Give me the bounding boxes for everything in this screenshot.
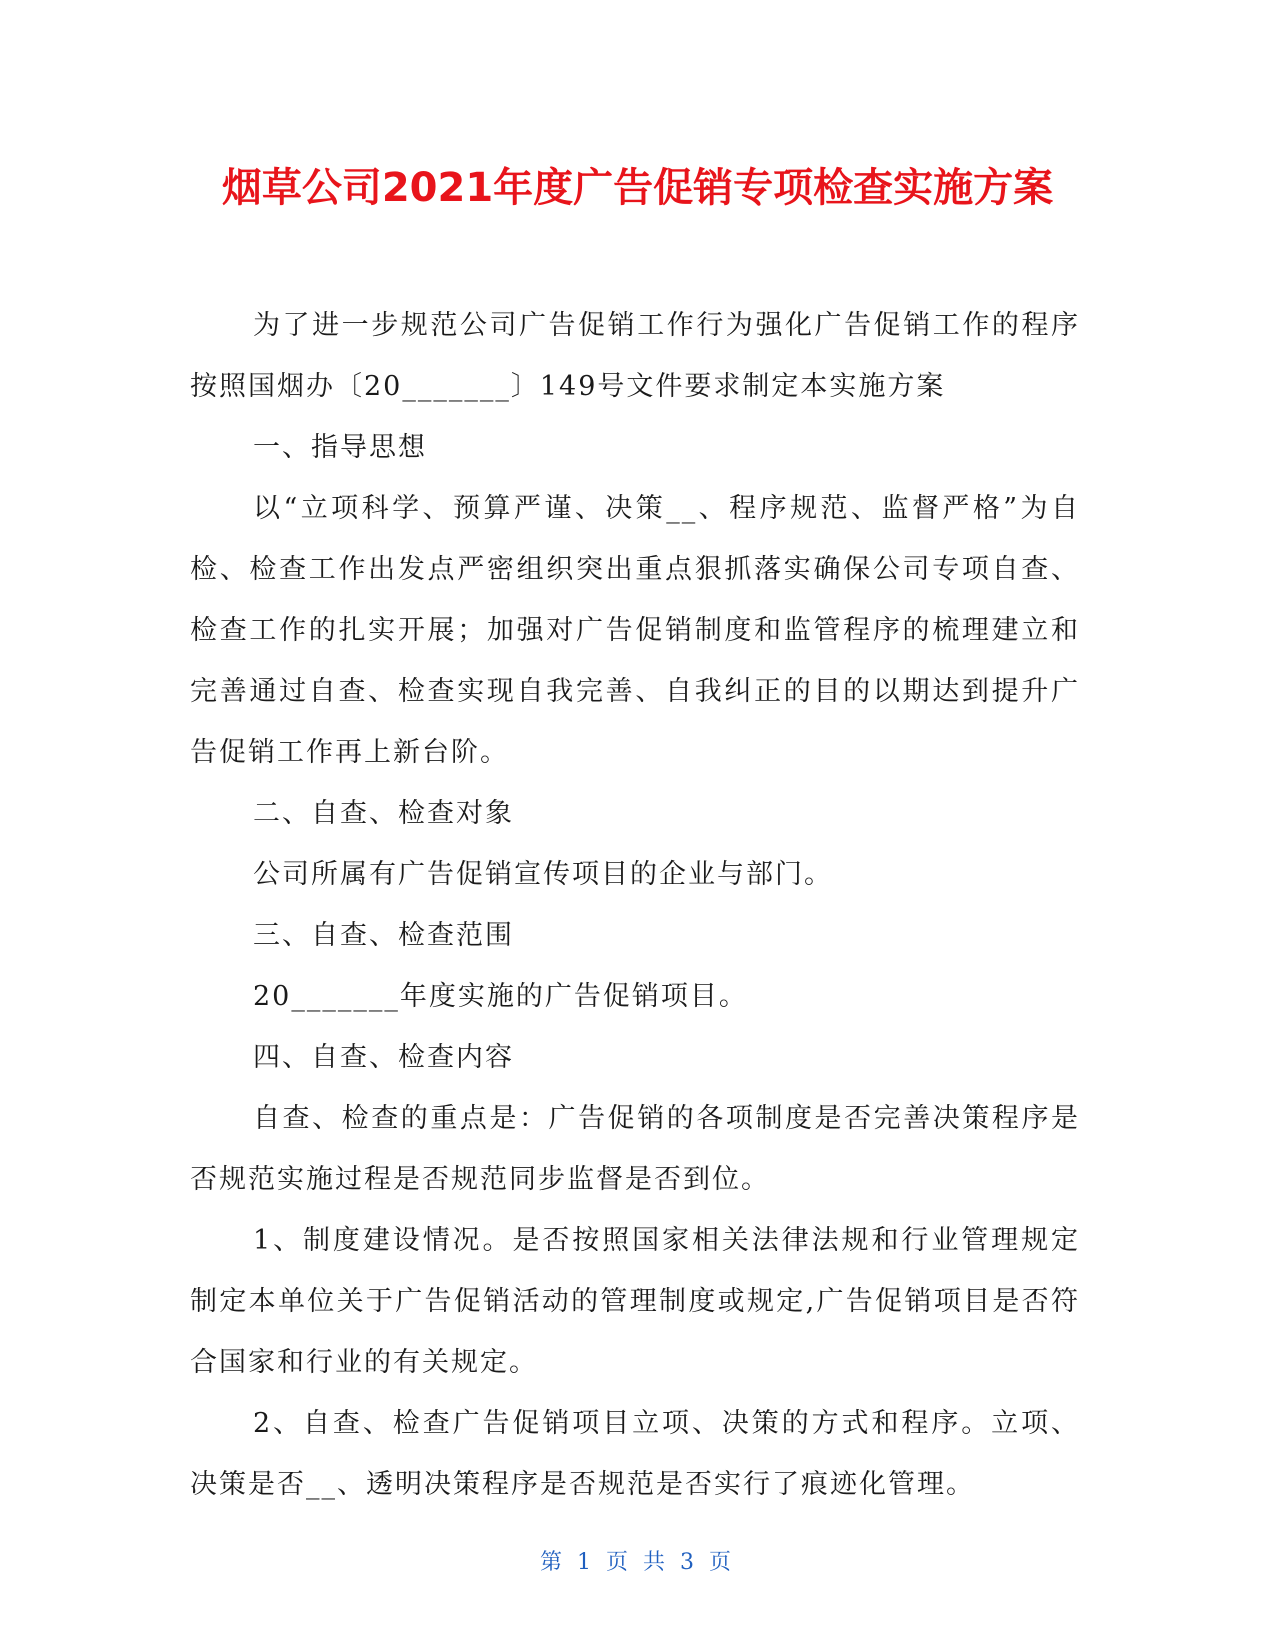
page-footer [0,1548,1275,1578]
section-heading-inspection-objects: 二、自查、检查对象 [253,798,514,829]
footer-prefix: 第 [539,1550,566,1575]
footer-total-pages: 3 [680,1550,698,1575]
footer-middle: 页 共 [606,1550,669,1575]
paragraph-inspection-objects: 公司所属有广告促销宣传项目的企业与部门。 [253,859,833,890]
document-body [190,295,1080,1515]
paragraph-item-1: 1、制度建设情况。是否按照国家相关法律法规和行业管理规定制定本单位关于广告促销活动的管理制度或规定,广告促销项目是否符合国家和行业的有关规定。 [190,1225,1080,1378]
paragraph-item-2: 2、自查、检查广告促销项目立项、决策的方式和程序。立项、决策是否__、透明决策程序是否规范是否实行了痕迹化管理。 [190,1408,1080,1500]
footer-current-page: 1 [577,1550,595,1575]
section-heading-guiding-ideology: 一、指导思想 [253,432,427,463]
paragraph-intro: 为了进一步规范公司广告促销工作行为强化广告促销工作的程序按照国烟办〔20_______〕149号文件要求制定本实施方案 [190,310,1080,402]
footer-suffix: 页 [709,1550,736,1575]
section-heading-inspection-scope: 三、自查、检查范围 [253,920,514,951]
paragraph-inspection-scope: 20_______年度实施的广告促销项目。 [253,981,748,1012]
document-title: 烟草公司2021年度广告促销专项检查实施方案 [221,165,1054,211]
paragraph-inspection-focus: 自查、检查的重点是：广告促销的各项制度是否完善决策程序是否规范实施过程是否规范同步监督是否到位。 [190,1103,1080,1195]
paragraph-guiding-ideology: 以“立项科学、预算严谨、决策__、程序规范、监督严格”为自检、检查工作出发点严密组织突出重点狠抓落实确保公司专项自查、检查工作的扎实开展；加强对广告促销制度和监管程序的梳理建立和完善通过自查、检查实现自我完善、自我纠正的目的以期达到提升广告促销工作再上新台阶。 [190,493,1080,768]
section-heading-inspection-content: 四、自查、检查内容 [253,1042,514,1073]
